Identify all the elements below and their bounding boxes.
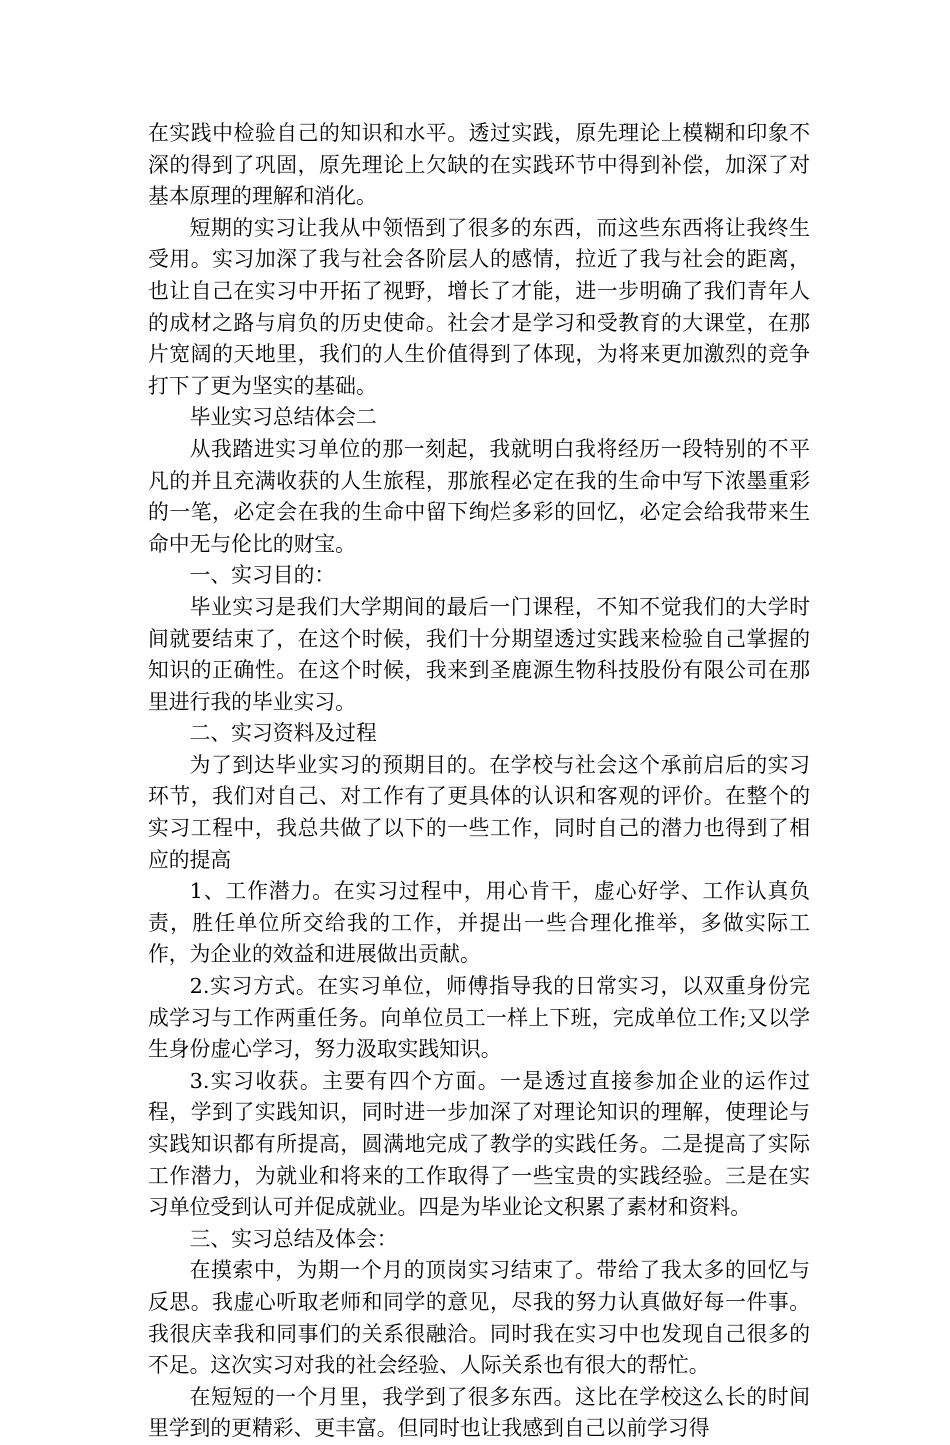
list-item: 1、工作潜力。在实习过程中，用心肯干，虚心好学、工作认真负责，胜任单位所交给我的工作，并提出一些合理化推举，多做实际工作，为企业的效益和进展做出贡献。 (148, 879, 810, 967)
paragraph: 在摸索中，为期一个月的顶岗实习结束了。带给了我太多的回忆与反思。我虚心听取老师和同学的意见，尽我的努力认真做好每一件事。我很庆幸我和同事们的关系很融洽。同时我在实习中也发现自己很多的不足。这次实习对我的社会经验、人际关系也有很大的帮忙。 (148, 1258, 810, 1378)
paragraph: 为了到达毕业实习的预期目的。在学校与社会这个承前启后的实习环节，我们对自己、对工作有了更具体的认识和客观的评价。在整个的实习工程中，我总共做了以下的一些工作，同时自己的潜力也得到了相应的提高 (148, 752, 810, 872)
section-heading: 二、实习资料及过程 (189, 721, 377, 746)
section-heading: 一、实习目的： (189, 563, 336, 588)
paragraph: 从我踏进实习单位的那一刻起，我就明白我将经历一段特别的不平凡的并且充满收获的人生旅程，那旅程必定在我的生命中写下浓墨重彩的一笔，必定会在我的生命中留下绚烂多彩的回忆，必定会给我带来生命中无与伦比的财宝。 (148, 436, 810, 556)
list-item: 3.实习收获。主要有四个方面。一是透过直接参加企业的运作过程，学到了实践知识，同时进一步加深了对理论知识的理解，使理论与实践知识都有所提高，圆满地完成了教学的实践任务。二是提高了实际工作潜力，为就业和将来的工作取得了一些宝贵的实践经验。三是在实习单位受到认可并促成就业。四是为毕业论文积累了素材和资料。 (148, 1068, 810, 1220)
list-item: 2.实习方式。在实习单位，师傅指导我的日常实习，以双重身份完成学习与工作两重任务。向单位员工一样上下班，完成单位工作;又以学生身份虚心学习，努力汲取实践知识。 (148, 974, 810, 1062)
paragraph: 在短短的一个月里，我学到了很多东西。这比在学校这么长的时间里学到的更精彩、更丰富。但同时也让我感到自己以前学习得 (148, 1384, 810, 1441)
document-body (148, 118, 810, 1445)
section-title: 毕业实习总结体会二 (189, 405, 377, 430)
paragraph: 毕业实习是我们大学期间的最后一门课程，不知不觉我们的大学时间就要结束了，在这个时候，我们十分期望透过实践来检验自己掌握的知识的正确性。在这个时候，我来到圣鹿源生物科技股份有限公司在那里进行我的毕业实习。 (148, 594, 810, 714)
section-heading: 三、实习总结及体会： (189, 1226, 398, 1251)
paragraph: 短期的实习让我从中领悟到了很多的东西，而这些东西将让我终生受用。实习加深了我与社会各阶层人的感情，拉近了我与社会的距离，也让自己在实习中开拓了视野，增长了才能，进一步明确了我们青年人的成材之路与肩负的历史使命。社会才是学习和受教育的大课堂，在那片宽阔的天地里，我们的人生价值得到了体现，为将来更加激烈的竞争打下了更为坚实的基础。 (148, 215, 810, 398)
paragraph-continuation: 在实践中检验自己的知识和水平。透过实践，原先理论上模糊和印象不深的得到了巩固，原先理论上欠缺的在实践环节中得到补偿，加深了对基本原理的理解和消化。 (148, 121, 810, 209)
